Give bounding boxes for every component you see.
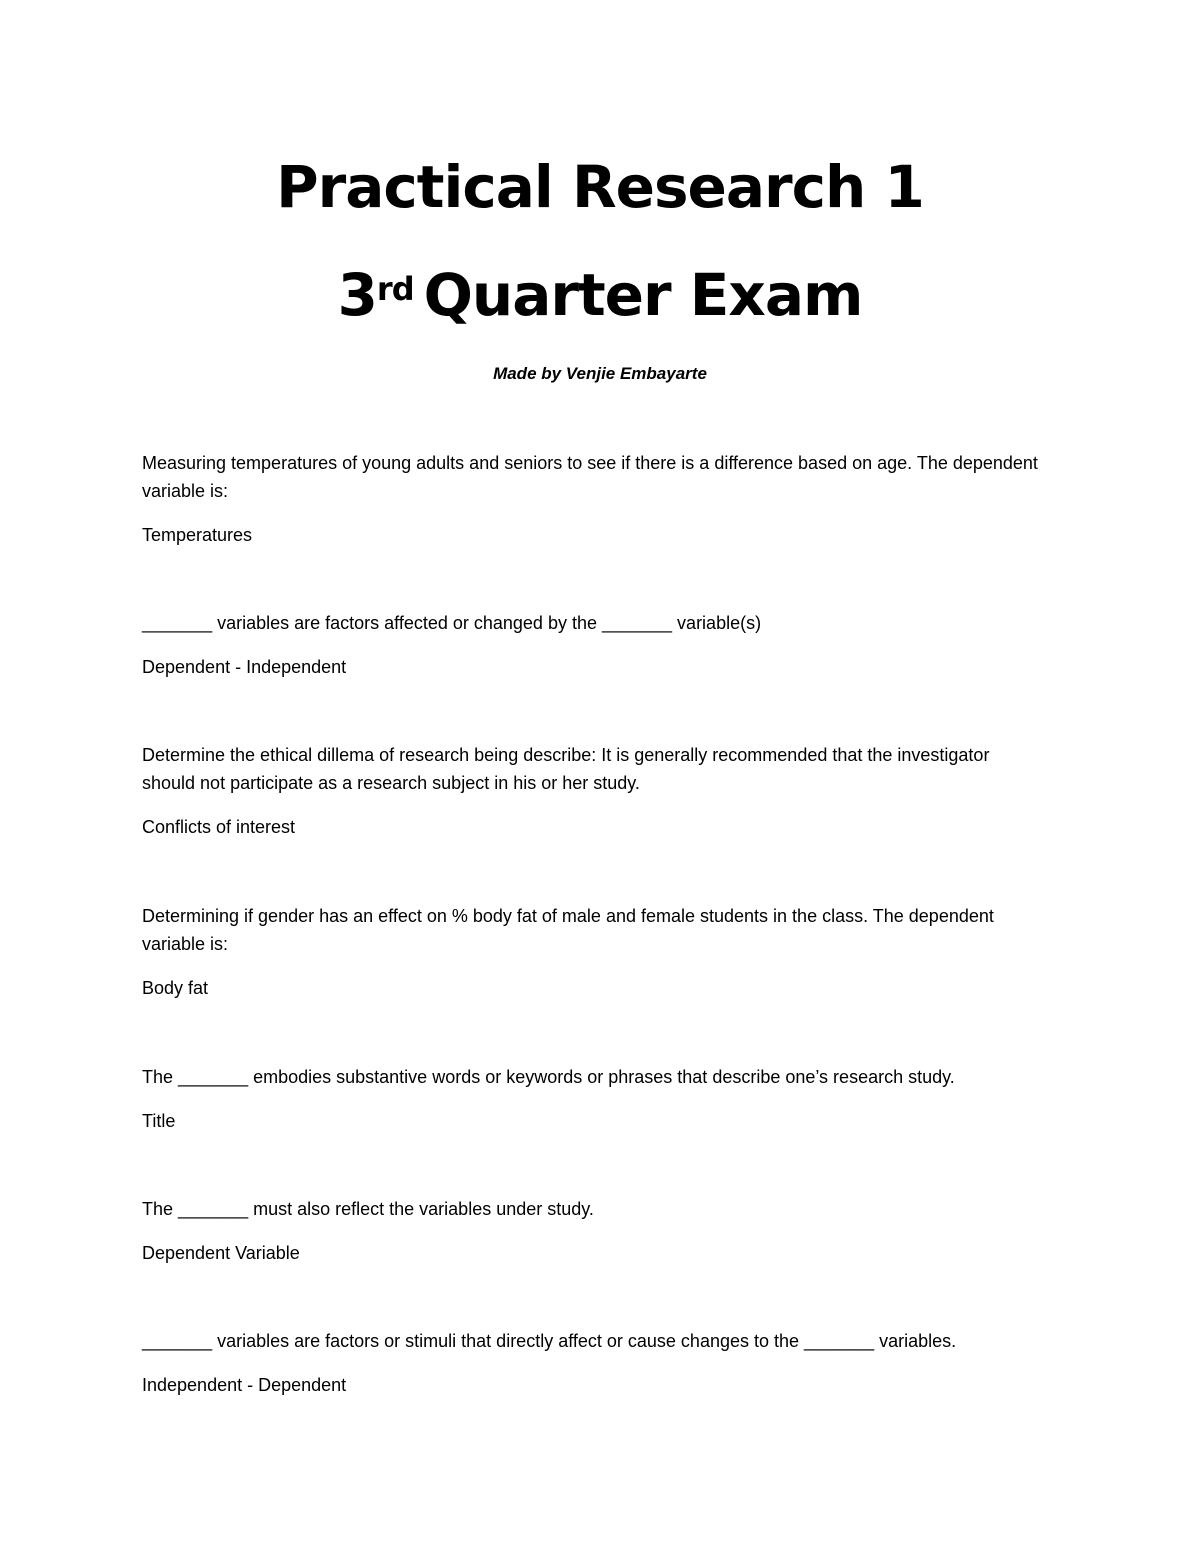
answer-text: Dependent - Independent <box>142 657 347 677</box>
page-subtitle <box>0 260 1200 330</box>
qa-item-4 <box>142 902 1042 1002</box>
qa-item-2 <box>142 609 1042 681</box>
question-text: _______ variables are factors affected or changed by the _______ variable(s) <box>142 613 762 633</box>
qa-item-3 <box>142 741 1042 841</box>
page-title: Practical Research 1 <box>276 153 924 221</box>
question-text: Measuring temperatures of young adults and seniors to see if there is a difference based on age. The dependent variable is: <box>142 453 1038 501</box>
answer-text: Independent - Dependent <box>142 1375 347 1395</box>
quarter-number: 3 <box>337 261 377 329</box>
author-credit: Made by Venjie Embayarte <box>493 364 707 383</box>
question-text: The _______ must also reflect the variables under study. <box>142 1199 594 1219</box>
answer-text: Body fat <box>142 978 209 998</box>
qa-item-6 <box>142 1195 1042 1267</box>
title-block <box>0 152 1200 330</box>
answer-text: Title <box>142 1111 176 1131</box>
quarter-exam-label: Quarter Exam <box>423 261 863 329</box>
qa-item-1 <box>142 449 1042 549</box>
answer-text: Temperatures <box>142 525 253 545</box>
answer-text: Conflicts of interest <box>142 817 296 837</box>
qa-item-7 <box>142 1327 1042 1399</box>
quarter-ordinal-suffix: rd <box>376 270 414 308</box>
question-text: Determine the ethical dillema of research being describe: It is generally recommended that the investigator should not participate as a research subject in his or her study. <box>142 745 990 793</box>
question-text: _______ variables are factors or stimuli that directly affect or cause changes to the _______ variables. <box>142 1331 957 1351</box>
question-text: The _______ embodies substantive words or keywords or phrases that describe one’s research study. <box>142 1067 955 1087</box>
qa-item-5 <box>142 1063 1042 1135</box>
question-text: Determining if gender has an effect on % body fat of male and female students in the class. The dependent variable is: <box>142 906 994 954</box>
answer-text: Dependent Variable <box>142 1243 300 1263</box>
